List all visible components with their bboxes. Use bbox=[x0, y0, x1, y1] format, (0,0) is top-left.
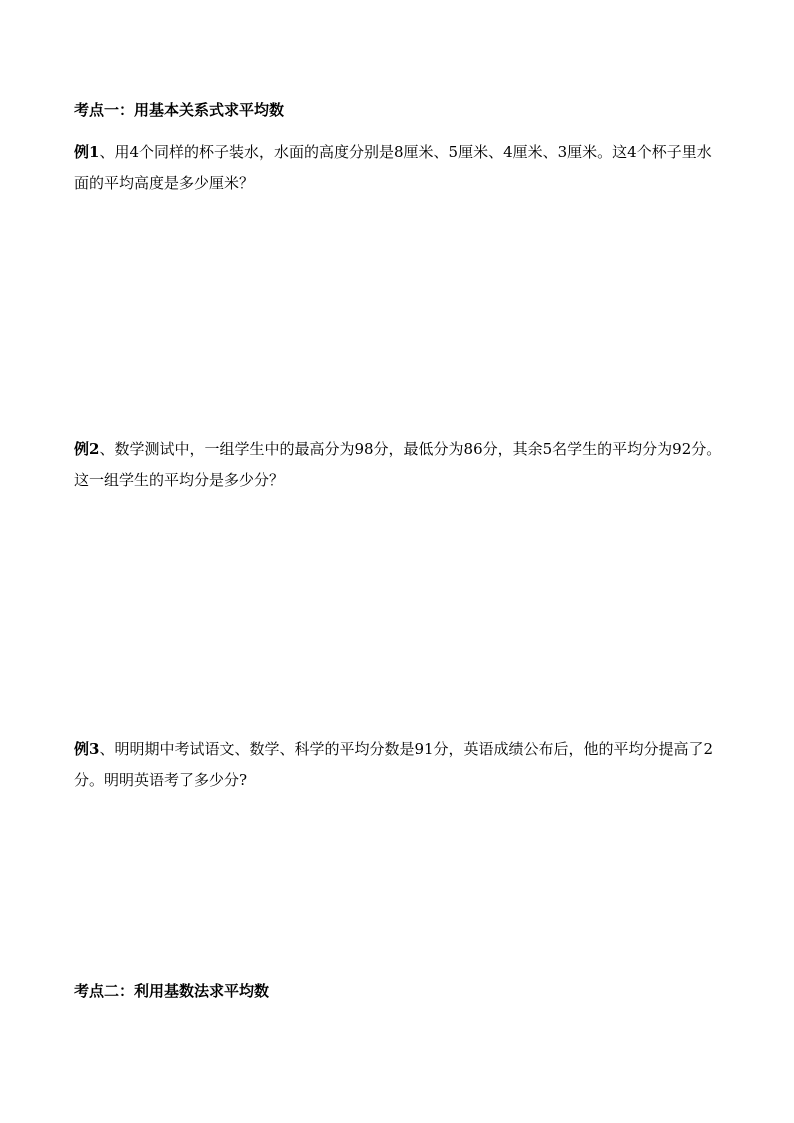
example-2-label: 例2 bbox=[74, 440, 100, 458]
example-1-label: 例1 bbox=[74, 143, 100, 161]
example-1-text: 、用4个同样的杯子装水，水面的高度分别是8厘米、5厘米、4厘米、3厘米。这4个杯子里水面的平均高度是多少厘米？ bbox=[74, 143, 712, 192]
section-heading-2: 考点二：利用基数法求平均数 bbox=[74, 982, 270, 1000]
section-heading-1: 考点一：用基本关系式求平均数 bbox=[74, 101, 285, 119]
example-2-text: 、数学测试中，一组学生中的最高分为98分，最低分为86分，其余5名学生的平均分为92分。这一组学生的平均分是多少分？ bbox=[74, 440, 722, 489]
example-3 bbox=[74, 734, 722, 796]
example-2 bbox=[74, 434, 722, 496]
example-1 bbox=[74, 137, 722, 199]
example-3-text: 、明明期中考试语文、数学、科学的平均分数是91分，英语成绩公布后，他的平均分提高了2分。明明英语考了多少分? bbox=[74, 740, 714, 789]
example-3-label: 例3 bbox=[74, 740, 100, 758]
